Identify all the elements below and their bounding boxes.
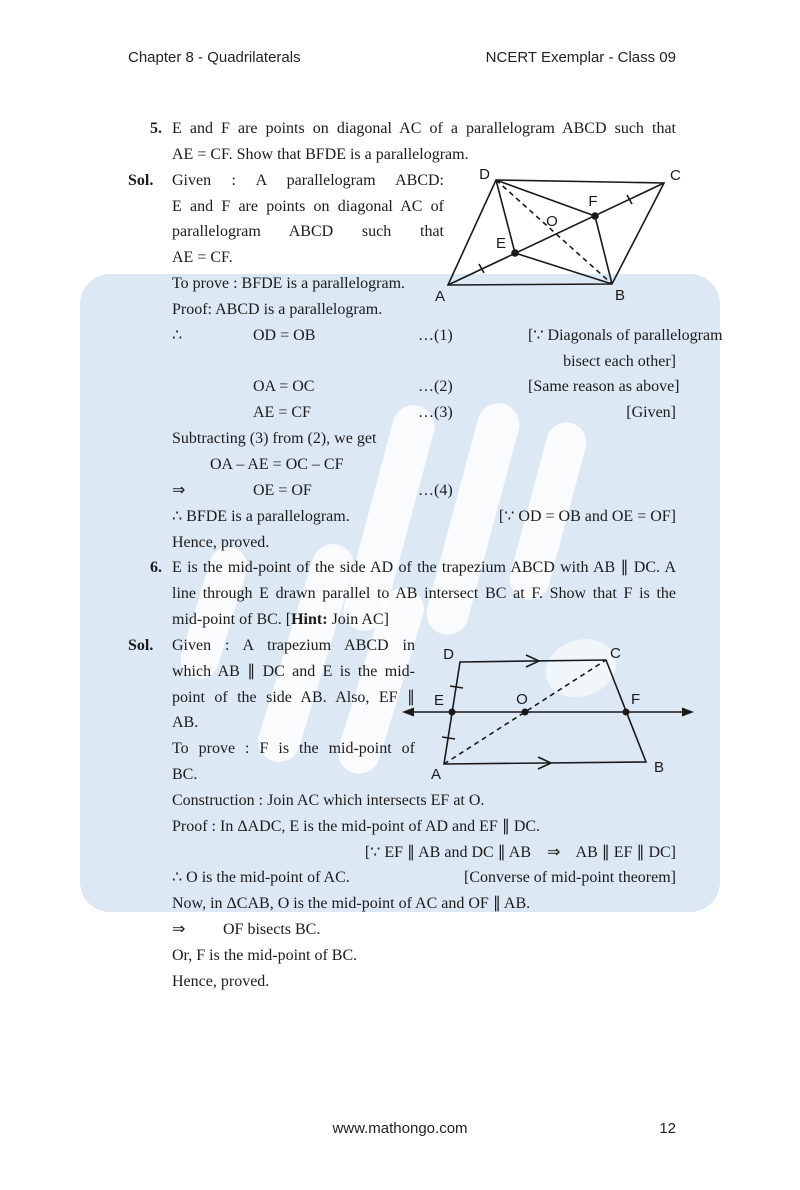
sol6-line <box>128 969 676 995</box>
equation-reason: [∵ Diagonals of parallelogram <box>528 326 723 344</box>
vertex-label-c: C <box>610 645 621 662</box>
sol6-given: which AB ∥ DC and E is the mid- <box>172 662 415 680</box>
sol5-line <box>128 530 676 556</box>
therefore-symbol: ∴ <box>172 326 183 344</box>
equation-number: …(4) <box>418 481 453 499</box>
hence-proved: Hence, proved. <box>172 972 270 990</box>
construction-line: Construction : Join AC which intersects EF at O. <box>172 791 485 809</box>
oa-ae-line: OA – AE = OC – CF <box>210 455 344 473</box>
conclusion-row <box>128 504 676 530</box>
equation-reason-cont: bisect each other] <box>563 352 676 370</box>
sol6-to-prove: BC. <box>172 766 198 784</box>
sol6-line <box>128 659 676 685</box>
symbol-cell <box>172 374 253 400</box>
conclusion-reason: [∵ OD = OB and OE = OF] <box>498 507 676 525</box>
equation: OD = OB <box>253 326 316 344</box>
equation: OA = OC <box>253 378 315 396</box>
q6-line <box>128 607 676 633</box>
sol6-line <box>128 736 676 762</box>
sol6-line <box>128 788 676 814</box>
hint-post: Join AC] <box>327 611 389 629</box>
equation-reason: [Given] <box>626 404 676 422</box>
q5-number: 5. <box>150 120 162 137</box>
q6-line <box>128 581 676 607</box>
sol-label: Sol. <box>128 171 154 189</box>
equation-number: …(1) <box>418 326 453 344</box>
sol6-line <box>128 891 676 917</box>
point-label-f: F <box>631 691 641 708</box>
sol6-given: Given : A trapezium ABCD in <box>172 636 415 654</box>
to-prove: To prove : BFDE is a parallelogram. <box>172 275 406 293</box>
sol5-line <box>128 245 676 271</box>
footer-site: www.mathongo.com <box>332 1120 468 1137</box>
q5-line <box>128 142 676 168</box>
sol6-given: AB. <box>172 714 199 732</box>
sol5-line <box>128 194 676 220</box>
point-label-e: E <box>495 235 506 252</box>
hint-label: Hint: <box>291 611 328 629</box>
sol6-to-prove: To prove : F is the mid-point of <box>172 740 415 758</box>
of-bisects-line <box>172 917 676 943</box>
implies-symbol: ⇒ <box>172 481 186 499</box>
equation-row-4 <box>128 478 676 504</box>
sol6-line <box>128 943 676 969</box>
o-midpoint-reason: [Converse of mid-point theorem] <box>464 869 676 887</box>
parallel-bracket-line: [∵ EF ∥ AB and DC ∥ AB ⇒ AB ∥ EF ∥ DC] <box>364 843 676 861</box>
hence-proved: Hence, proved. <box>172 533 270 551</box>
sol-label: Sol. <box>128 636 154 654</box>
sol5-line <box>128 271 676 297</box>
page-content <box>128 116 723 995</box>
q6-line <box>128 555 676 581</box>
point-label-e: E <box>433 692 444 709</box>
q5-text: E and F are points on diagonal AC of a parallelogram ABCD such that <box>172 120 676 137</box>
sol6-line <box>128 917 676 943</box>
equation-row-3 <box>128 400 676 426</box>
proof-line: Proof : In ΔADC, E is the mid-point of AD and EF ∥ DC. <box>172 817 541 835</box>
sol5-given: E and F are points on diagonal AC of <box>172 197 444 215</box>
equation-row-2 <box>128 374 680 400</box>
q6-text: line through E drawn parallel to AB intersect BC at F. Show that F is the <box>172 585 676 603</box>
implies-symbol: ⇒ <box>172 921 186 939</box>
equation-reason: [Same reason as above] <box>528 378 680 396</box>
now-line: Now, in ΔCAB, O is the mid-point of AC and OF ∥ AB. <box>172 895 531 913</box>
equation: OE = OF <box>253 481 312 499</box>
or-line: Or, F is the mid-point of BC. <box>172 947 358 964</box>
vertex-label-c: C <box>670 167 681 184</box>
sol5-line <box>128 219 676 245</box>
page-footer <box>0 1120 800 1137</box>
vertex-label-d: D <box>479 166 490 183</box>
header-book: NCERT Exemplar - Class 09 <box>485 49 676 66</box>
conclusion: ∴ BFDE is a parallelogram. <box>172 507 350 525</box>
sol5-line <box>128 426 676 452</box>
point-label-f: F <box>588 193 598 210</box>
q6-hint-line <box>172 607 676 633</box>
o-midpoint-row <box>128 865 676 891</box>
sol6-line <box>128 685 676 711</box>
o-midpoint: ∴ O is the mid-point of AC. <box>172 869 350 887</box>
vertex-label-b: B <box>614 287 626 304</box>
sol5-given: parallelogram ABCD such that <box>172 223 444 241</box>
sol6-line <box>128 710 676 736</box>
footer-page-number: 12 <box>659 1120 676 1137</box>
sol5-given: Given : A parallelogram ABCD: <box>172 171 444 189</box>
sol6-line <box>128 633 676 659</box>
equation: AE = CF <box>253 404 311 422</box>
sol6-line <box>128 814 676 840</box>
point-label-o: O <box>516 691 528 708</box>
q6-text: E is the mid-point of the side AD of the trapezium ABCD with AB ∥ DC. A <box>172 559 676 577</box>
vertex-label-a: A <box>434 288 446 305</box>
equation-number: …(2) <box>418 378 453 396</box>
header-chapter: Chapter 8 - Quadrilaterals <box>128 49 301 66</box>
sol6-line <box>128 762 676 788</box>
sol5-given: AE = CF. <box>172 249 233 267</box>
vertex-label-a: A <box>430 766 442 783</box>
q5-text: AE = CF. Show that BFDE is a parallelogram. <box>172 145 469 163</box>
vertex-label-d: D <box>443 646 454 663</box>
vertex-label-b: B <box>654 759 665 776</box>
symbol-cell <box>172 400 253 426</box>
sol5-line <box>128 297 676 323</box>
page-header <box>128 49 676 66</box>
proof: Proof: ABCD is a parallelogram. <box>172 300 383 318</box>
equation-reason <box>528 478 676 504</box>
sol6-given: point of the side AB. Also, EF ∥ <box>172 688 415 706</box>
point-label-o: O <box>546 213 558 230</box>
equation-number: …(3) <box>418 404 453 422</box>
q5-line <box>128 116 676 142</box>
subtracting-line: Subtracting (3) from (2), we get <box>172 430 377 448</box>
q6-number: 6. <box>150 559 162 577</box>
hint-pre: mid-point of BC. [ <box>172 611 292 629</box>
of-bisects-text: OF bisects BC. <box>223 921 321 939</box>
equation-row-1 <box>128 323 723 349</box>
sol5-line <box>128 168 676 194</box>
